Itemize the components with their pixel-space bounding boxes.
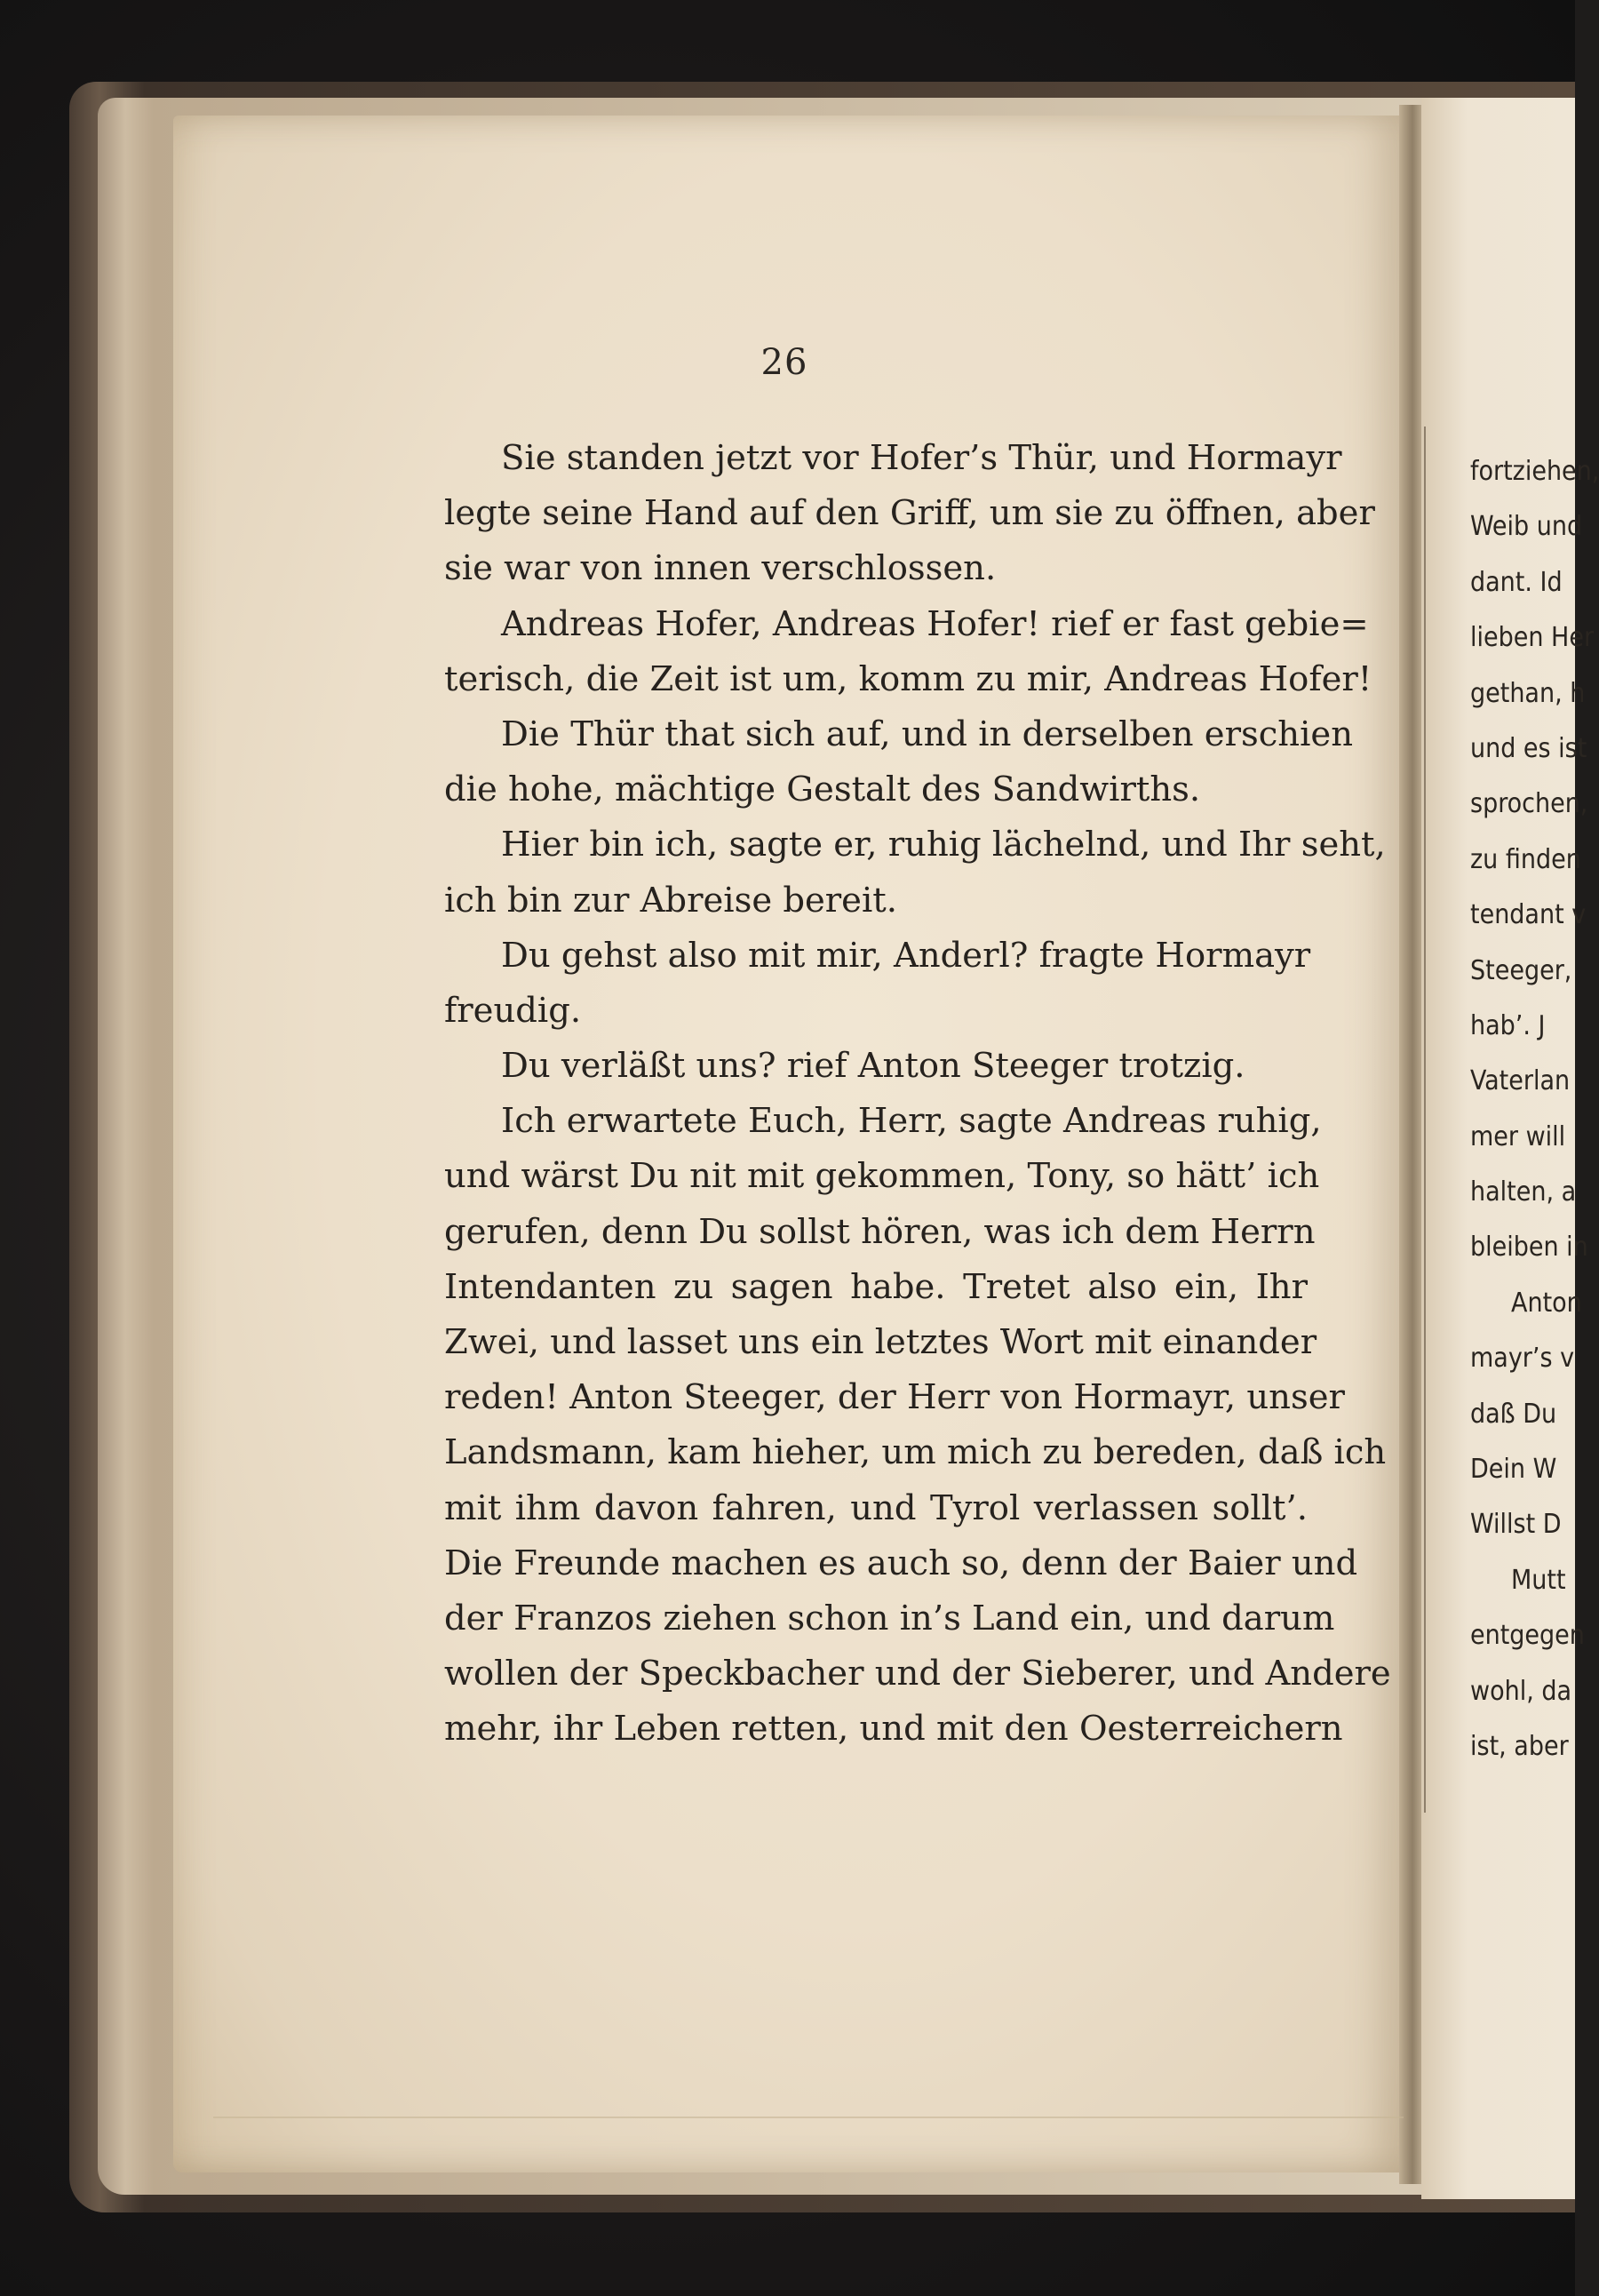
text-line: ich bin zur Abreise bereit. <box>444 880 897 921</box>
facing-text-line: zu finden <box>1470 843 1581 875</box>
main-text-block <box>444 431 1391 1758</box>
text-line: Andreas Hofer, Andreas Hofer! rief er fast gebie= <box>501 603 1369 644</box>
facing-text-line: Steeger, <box>1470 954 1572 986</box>
facing-text-line: lieben Her <box>1470 622 1595 654</box>
facing-text-line: Mutt <box>1511 1564 1566 1596</box>
text-line: Ich erwartete Euch, Herr, sagte Andreas ruhig, <box>501 1101 1322 1142</box>
facing-text-line: fortziehen, <box>1470 456 1599 487</box>
facing-text-line: hab’. J <box>1470 1009 1546 1041</box>
text-line: mit ihm davon fahren, und Tyrol verlassen sollt’. <box>444 1487 1308 1528</box>
facing-text-line: bleiben in <box>1470 1232 1588 1264</box>
text-line: Die Freunde machen es auch so, denn der Baier und <box>444 1543 1358 1583</box>
facing-text-line: mayr’s v <box>1470 1343 1575 1375</box>
facing-text-line: sprochen, <box>1470 788 1588 820</box>
facing-text-line: Dein W <box>1470 1454 1557 1486</box>
facing-text-line: Vaterlan <box>1470 1065 1571 1097</box>
facing-text-line: Willst D <box>1470 1509 1562 1541</box>
text-line: die hohe, mächtige Gestalt des Sandwirths. <box>444 769 1201 810</box>
text-line: sie war von innen verschlossen. <box>444 548 997 589</box>
facing-text-line: mer will <box>1470 1120 1566 1152</box>
page-number-text: 26 <box>760 342 808 383</box>
text-line: Zwei, und lasset uns ein letztes Wort mit einander <box>444 1322 1317 1362</box>
right-page-margin-rule <box>1424 427 1426 1813</box>
facing-text-line: tendant v <box>1470 899 1587 931</box>
text-line: der Franzos ziehen schon in’s Land ein, und darum <box>444 1598 1335 1638</box>
text-line: terisch, die Zeit ist um, komm zu mir, Andreas Hofer! <box>444 658 1372 699</box>
facing-text-line: wohl, da <box>1470 1675 1572 1707</box>
facing-text-line: halten, a <box>1470 1176 1577 1208</box>
text-line: Du gehst also mit mir, Anderl? fragte Hormayr <box>501 935 1311 976</box>
text-line: reden! Anton Steeger, der Herr von Hormayr, unser <box>444 1377 1345 1418</box>
text-line: legte seine Hand auf den Griff, um sie zu öffnen, aber <box>444 493 1375 534</box>
text-line: Intendanten zu sagen habe. Tretet also ein, Ihr <box>444 1266 1308 1307</box>
text-line: Du verläßt uns? rief Anton Steeger trotzig. <box>501 1046 1245 1087</box>
facing-text-line: ist, aber <box>1470 1730 1569 1762</box>
page-number <box>0 342 1575 383</box>
facing-page-text <box>1470 444 1599 1774</box>
text-line: Die Thür that sich auf, und in derselben erschien <box>501 714 1353 754</box>
facing-text-line: Weib und <box>1470 511 1583 543</box>
text-line: mehr, ihr Leben retten, und mit den Oesterreichern <box>444 1709 1343 1750</box>
text-line: und wärst Du nit mit gekommen, Tony, so hätt’ ich <box>444 1156 1320 1197</box>
facing-text-line: daß Du <box>1470 1398 1557 1430</box>
page-bottom-rule <box>213 2117 1404 2118</box>
text-line: gerufen, denn Du sollst hören, was ich dem Herrn <box>444 1211 1316 1252</box>
text-line: Landsmann, kam hieher, um mich zu bereden, daß ich <box>444 1432 1387 1473</box>
text-line: wollen der Speckbacher und der Sieberer, und Andere <box>444 1654 1391 1694</box>
facing-text-line: dant. Id <box>1470 566 1563 598</box>
text-line: freudig. <box>444 990 582 1031</box>
text-line: Sie standen jetzt vor Hofer’s Thür, und Hormayr <box>501 438 1342 478</box>
text-line: Hier bin ich, sagte er, ruhig lächelnd, und Ihr seht, <box>501 825 1386 865</box>
facing-text-line: entgegen <box>1470 1620 1585 1652</box>
facing-text-line: Anton <box>1511 1287 1582 1319</box>
facing-text-line: und es ist <box>1470 732 1587 764</box>
facing-text-line: gethan, h <box>1470 677 1586 709</box>
